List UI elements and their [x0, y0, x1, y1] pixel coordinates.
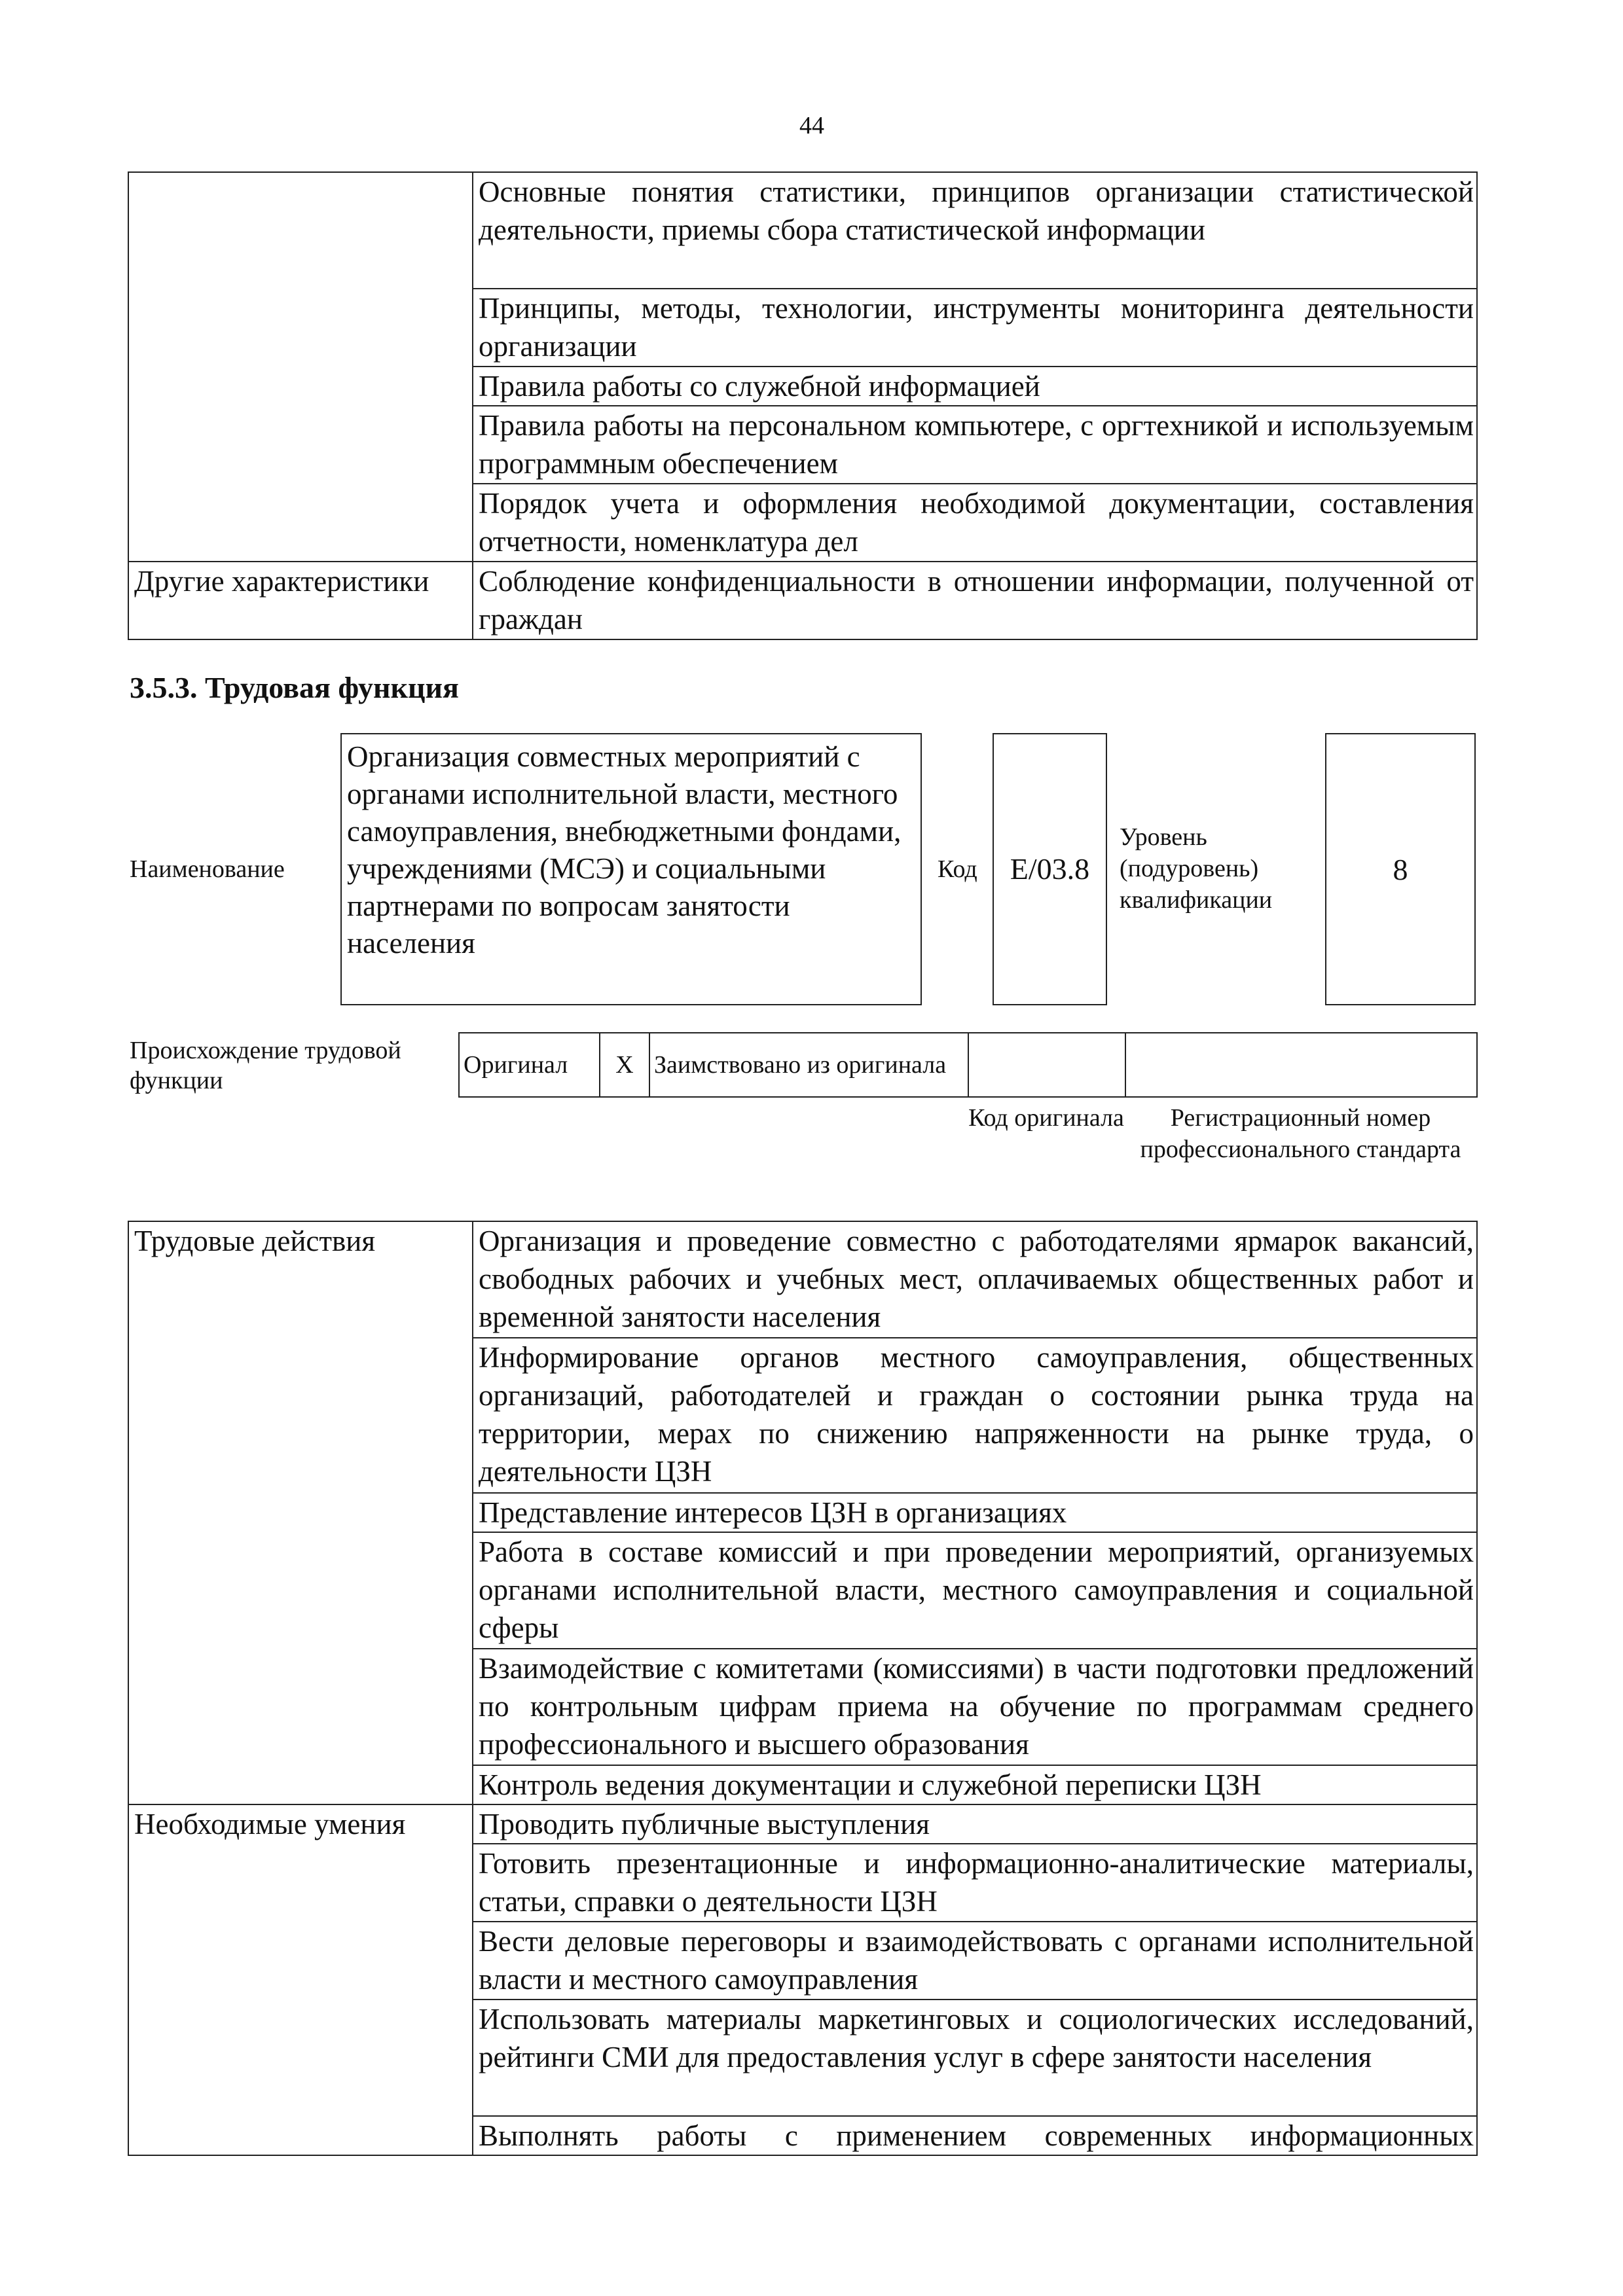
knowledge-item: Правила работы на персональном компьютере, с оргтехникой и используемым программным обеспечением: [473, 406, 1477, 484]
other-characteristics-label: Другие характеристики: [128, 562, 473, 639]
table-row: [128, 1221, 1477, 1338]
labor-action-item: Представление интересов ЦЗН в организациях: [473, 1493, 1477, 1532]
name-label: Наименование: [130, 855, 285, 883]
table-row: [128, 1804, 1477, 1844]
skill-item: Готовить презентационные и информационно-аналитические материалы, статьи, справки о деятельности ЦЗН: [473, 1844, 1477, 1922]
original-mark: X: [600, 1033, 649, 1097]
section-heading: 3.5.3. Трудовая функция: [130, 671, 459, 704]
labor-action-item: Работа в составе комиссий и при проведении мероприятий, организуемых органами исполнительной власти, местного самоуправления и социальной сферы: [473, 1532, 1477, 1649]
code-value-box: [993, 733, 1107, 1005]
labor-action-item: Организация и проведение совместно с работодателями ярмарок вакансий, свободных рабочих и учебных мест, оплачиваемых общественных работ и временной занятости населения: [473, 1221, 1477, 1338]
table-row: [128, 562, 1477, 639]
table-row: [128, 172, 1477, 289]
labor-action-item: Взаимодействие с комитетами (комиссиями) в части подготовки предложений по контрольным цифрам приема на обучение по программам среднего профессионального и высшего образования: [473, 1649, 1477, 1765]
knowledge-item: Принципы, методы, технологии, инструменты мониторинга деятельности организации: [473, 289, 1477, 367]
labor-actions-label: Трудовые действия: [128, 1221, 473, 1804]
table-label-cell-empty: [128, 172, 473, 562]
knowledge-item: Основные понятия статистики, принципов организации статистической деятельности, приемы сбора статистической информации: [473, 172, 1477, 289]
page-number: 44: [799, 112, 824, 139]
level-value-box: [1325, 733, 1476, 1005]
caption-original-code: Код оригинала: [968, 1104, 1124, 1132]
skill-item: Проводить публичные выступления: [473, 1804, 1477, 1844]
knowledge-table: [128, 171, 1478, 640]
other-characteristics-value: Соблюдение конфиденциальности в отношении информации, полученной от граждан: [473, 562, 1477, 639]
code-value: E/03.8: [1010, 852, 1090, 886]
skill-item: Вести деловые переговоры и взаимодействовать с органами исполнительной власти и местного самоуправления: [473, 1922, 1477, 2000]
borrowed-label: Заимствовано из оригинала: [649, 1033, 968, 1097]
required-skills-label: Необходимые умения: [128, 1804, 473, 2155]
level-label: Уровень (подуровень) квалификации: [1120, 823, 1273, 914]
origin-table: [458, 1032, 1478, 1098]
function-name-box: Организация совместных мероприятий с органами исполнительной власти, местного самоуправления, внебюджетными фондами, учреждениями (МСЭ) и социальными партнерами по вопросам занятости населения: [340, 733, 922, 1005]
level-value: 8: [1393, 852, 1408, 886]
labor-action-item: Контроль ведения документации и служебной переписки ЦЗН: [473, 1765, 1477, 1804]
code-label: Код: [938, 855, 977, 883]
skill-item: Выполнять работы с применением современных информационных: [473, 2116, 1477, 2155]
knowledge-item: Правила работы со служебной информацией: [473, 367, 1477, 406]
skill-item: Использовать материалы маркетинговых и социологических исследований, рейтинги СМИ для предоставления услуг в сфере занятости населения: [473, 2000, 1477, 2116]
knowledge-item: Порядок учета и оформления необходимой документации, составления отчетности, номенклатура дел: [473, 484, 1477, 562]
registration-number-cell: [1125, 1033, 1477, 1097]
labor-action-item: Информирование органов местного самоуправления, общественных организаций, работодателей и граждан о состоянии рынка труда на территории, мерах по снижению напряженности на рынке труда, о деятельности ЦЗН: [473, 1338, 1477, 1493]
actions-skills-table: [128, 1221, 1478, 2156]
original-code-cell: [968, 1033, 1125, 1097]
original-label: Оригинал: [459, 1033, 600, 1097]
origin-label: Происхождение трудовой функции: [130, 1037, 401, 1094]
caption-registration-number: Регистрационный номер профессионального стандарта: [1140, 1104, 1461, 1163]
